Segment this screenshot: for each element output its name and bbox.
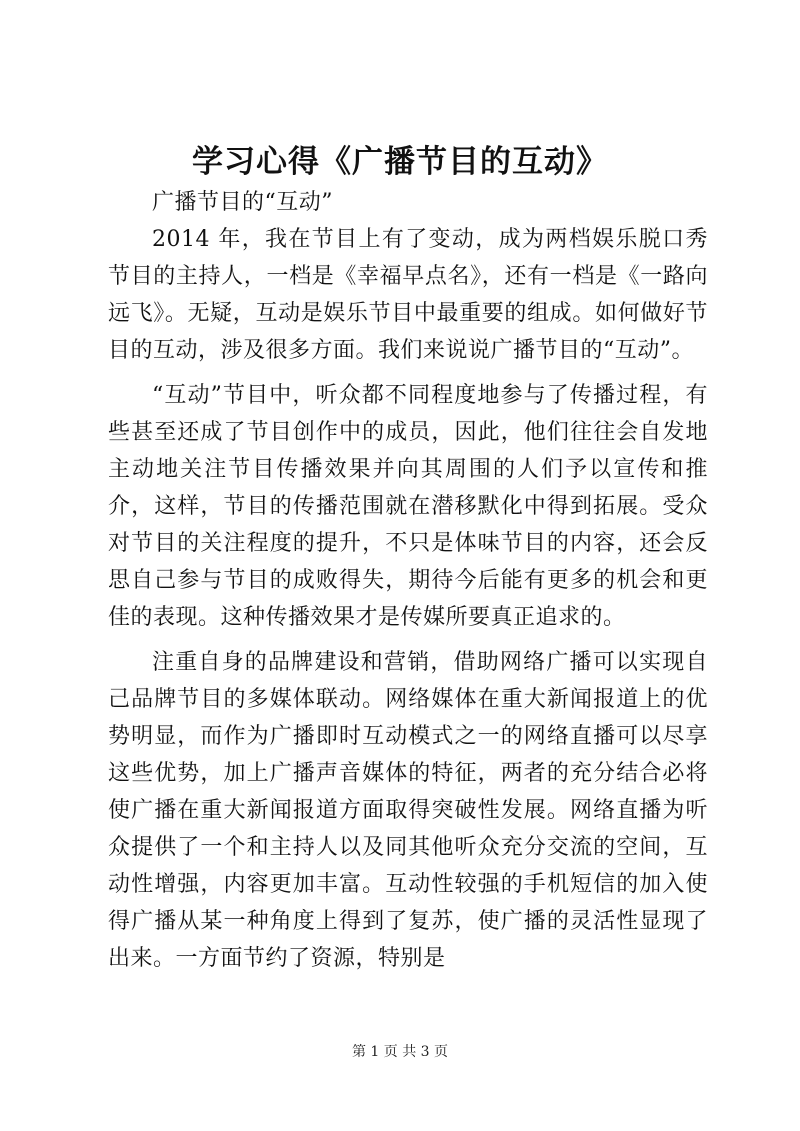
document-body [108, 184, 708, 977]
body-paragraph: 注重自身的品牌建设和营销，借助网络广播可以实现自己品牌节目的多媒体联动。网络媒体在重大新闻报道上的优势明显，而作为广播即时互动模式之一的网络直播可以尽享这些优势，加上广播声音媒体的特征，两者的充分结合必将使广播在重大新闻报道方面取得突破性发展。网络直播为听众提供了一个和主持人以及同其他听众充分交流的空间，互动性增强，内容更加丰富。互动性较强的手机短信的加入使得广播从某一种角度上得到了复苏，使广播的灵活性显现了出来。一方面节约了资源，特别是 [108, 650, 708, 971]
body-paragraph: 2014 年，我在节目上有了变动，成为两档娱乐脱口秀节目的主持人，一档是《幸福早点名》，还有一档是《一路向远飞》。无疑，互动是娱乐节目中最重要的组成。如何做好节目的互动，涉及很多方面。我们来说说广播节目的“互动”。 [108, 227, 708, 363]
page-number-footer: 第 1 页 共 3 页 [351, 1044, 449, 1060]
section-heading: 广播节目的“互动” [152, 190, 333, 215]
document-title: 学习心得《广播节目的互动》 [192, 144, 608, 180]
body-paragraph: “互动”节目中，听众都不同程度地参与了传播过程，有些甚至还成了节目创作中的成员，因此，他们往往会自发地主动地关注节目传播效果并向其周围的人们予以宣传和推介，这样，节目的传播范围就在潜移默化中得到拓展。受众对节目的关注程度的提升，不只是体味节目的内容，还会反思自己参与节目的成败得失，期待今后能有更多的机会和更佳的表现。这种传播效果才是传媒所要真正追求的。 [108, 383, 708, 630]
